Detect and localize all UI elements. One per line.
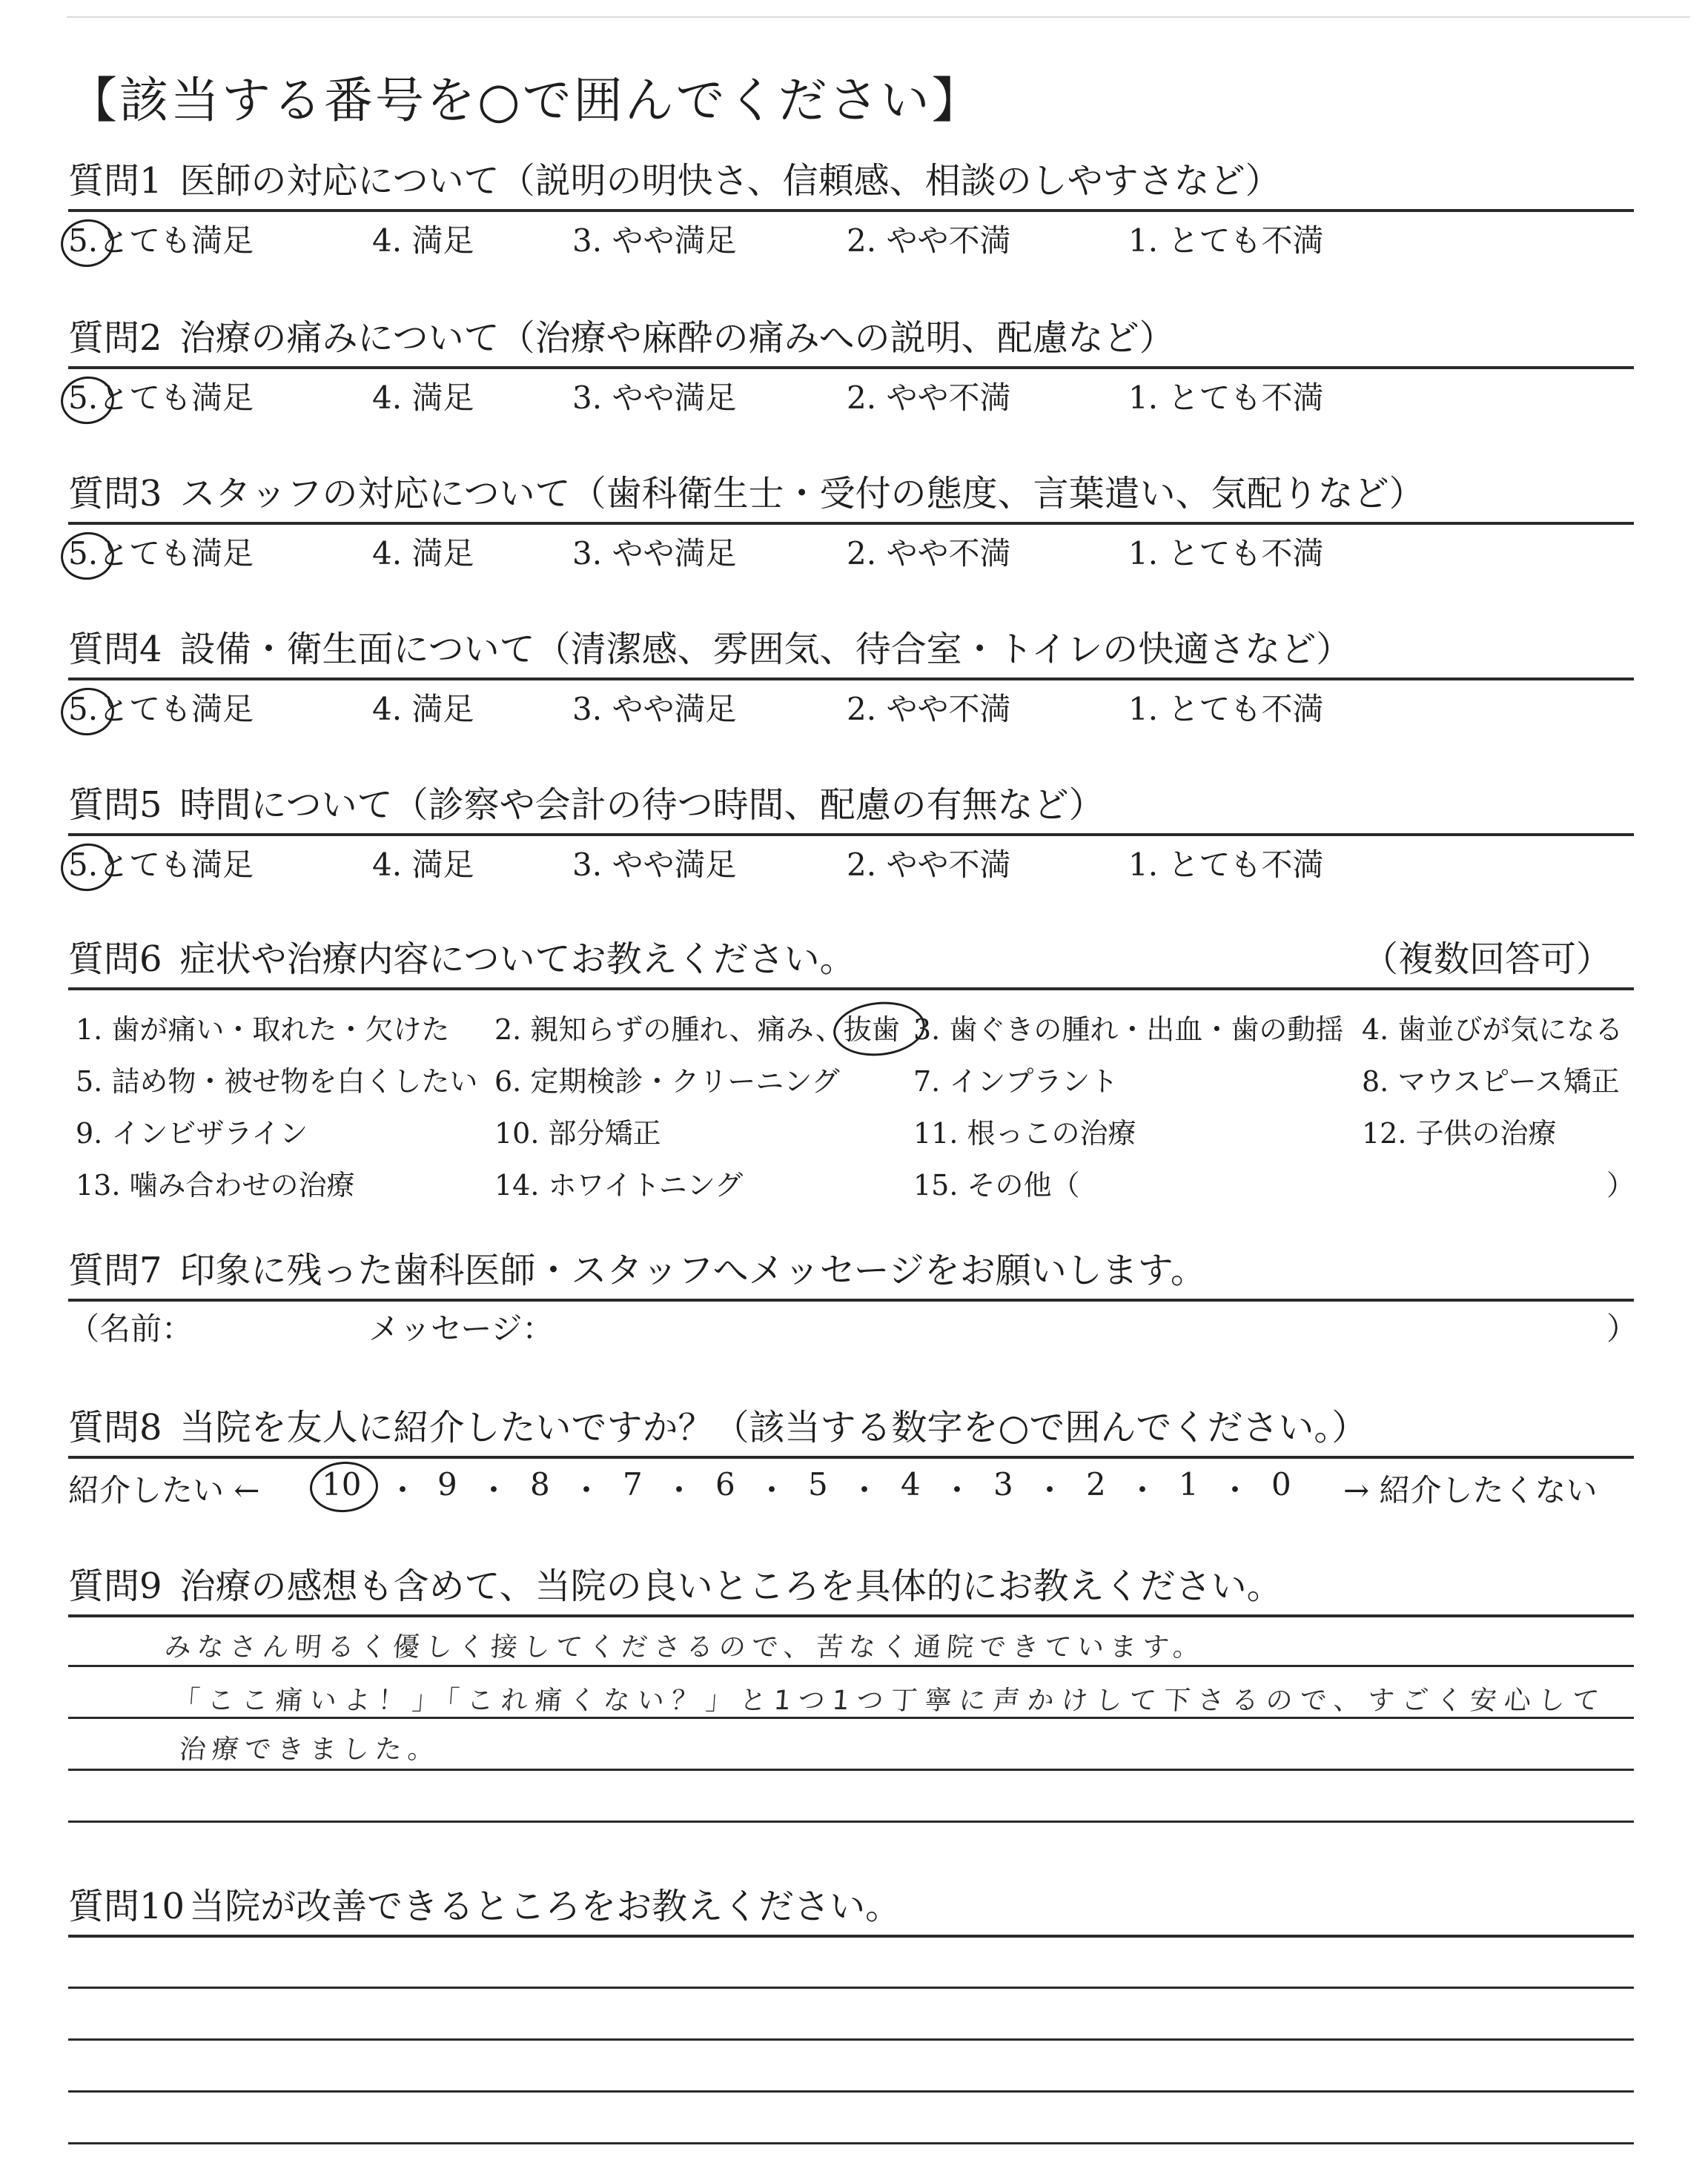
question-number: 質問10 xyxy=(68,1886,185,1927)
handwritten-answer-line-1: みなさん明るく優しく接してくださるので、苦なく通院できています。 xyxy=(163,1632,1207,1663)
scale-1[interactable]: 1 xyxy=(1179,1466,1199,1503)
symptom-option-15[interactable]: 15. その他（ xyxy=(913,1169,1080,1202)
rating-options xyxy=(68,525,1634,572)
scale-dot: ・ xyxy=(571,1472,603,1508)
scale-dot: ・ xyxy=(478,1472,510,1508)
scale-3[interactable]: 3 xyxy=(993,1466,1013,1503)
top-scan-edge xyxy=(67,16,1690,18)
scale-dot: ・ xyxy=(1127,1472,1159,1508)
option-2[interactable]: 2. やや不満 xyxy=(847,222,1011,259)
option-4[interactable]: 4. 満足 xyxy=(372,535,474,572)
rating-options xyxy=(68,836,1634,884)
close-paren: ） xyxy=(1606,1311,1638,1347)
answer-area[interactable] xyxy=(68,1938,1634,2160)
symptom-option-7[interactable]: 7. インプラント xyxy=(913,1065,1119,1098)
question-number: 質問6 xyxy=(68,938,162,980)
question-10 xyxy=(68,1883,1634,2160)
option-4[interactable]: 4. 満足 xyxy=(372,847,474,883)
symptom-options xyxy=(68,990,1634,1205)
symptom-option-4[interactable]: 4. 歯並びが気になる xyxy=(1362,1013,1623,1046)
question-number: 質問2 xyxy=(68,317,162,359)
rating-options xyxy=(68,369,1634,417)
scale-2[interactable]: 2 xyxy=(1086,1466,1106,1503)
circle-mark: 5. xyxy=(68,222,99,259)
option-2[interactable]: 2. やや不満 xyxy=(847,535,1011,572)
scale-10[interactable]: 10 xyxy=(322,1466,362,1503)
question-number: 質問8 xyxy=(68,1407,162,1448)
symptom-option-13[interactable]: 13. 噛み合わせの治療 xyxy=(76,1169,355,1202)
symptom-option-11[interactable]: 11. 根っこの治療 xyxy=(913,1117,1136,1150)
handwritten-answer-line-2: 「ここ痛いよ！」「これ痛くない？」と1つ1つ丁寧に声かけして下さるので、すごく安心して xyxy=(172,1686,1608,1716)
question-number: 質問5 xyxy=(68,784,162,826)
question-5 xyxy=(68,781,1634,884)
option-4[interactable]: 4. 満足 xyxy=(372,380,474,416)
question-3 xyxy=(68,470,1634,572)
question-text: 印象に残った歯科医師・スタッフへメッセージをお願いします。 xyxy=(179,1250,1206,1291)
option-1[interactable]: 1. とても不満 xyxy=(1128,380,1324,416)
option-1[interactable]: 1. とても不満 xyxy=(1128,535,1324,572)
rating-options xyxy=(68,680,1634,728)
scale-9[interactable]: 9 xyxy=(437,1466,457,1503)
question-number: 質問9 xyxy=(68,1566,162,1607)
symptom-option-8[interactable]: 8. マウスピース矯正 xyxy=(1362,1065,1620,1098)
question-2 xyxy=(68,314,1634,417)
question-4 xyxy=(68,626,1634,728)
option-3[interactable]: 3. やや満足 xyxy=(572,535,737,572)
option-3[interactable]: 3. やや満足 xyxy=(572,691,737,727)
option-1[interactable]: 1. とても不満 xyxy=(1128,847,1324,883)
question-9 xyxy=(68,1563,1634,1929)
symptom-option-5[interactable]: 5. 詰め物・被せ物を白くしたい xyxy=(76,1065,478,1098)
scale-dot: ・ xyxy=(1219,1472,1251,1508)
form-title: 【該当する番号を○で囲んでください】 xyxy=(68,72,983,129)
question-6 xyxy=(68,935,1634,1205)
question-8 xyxy=(68,1404,1634,1511)
scale-dot: ・ xyxy=(663,1472,695,1508)
option-5[interactable]: 5.とても満足 xyxy=(68,535,254,572)
option-5[interactable]: 5.とても満足 xyxy=(68,691,254,727)
question-number: 質問3 xyxy=(68,473,162,514)
message-label[interactable]: メッセージ： xyxy=(368,1311,554,1347)
option-2[interactable]: 2. やや不満 xyxy=(847,691,1011,727)
scale-dot: ・ xyxy=(387,1472,419,1508)
scale-0[interactable]: 0 xyxy=(1271,1466,1291,1503)
scale-dot: ・ xyxy=(941,1472,973,1508)
option-5[interactable]: 5.とても満足 xyxy=(68,380,254,416)
option-3[interactable]: 3. やや満足 xyxy=(572,222,737,259)
question-1 xyxy=(68,157,1634,259)
handwritten-answer-line-3: 治療できました。 xyxy=(178,1735,442,1765)
option-1[interactable]: 1. とても不満 xyxy=(1128,222,1324,259)
symptom-option-10[interactable]: 10. 部分矯正 xyxy=(494,1117,661,1150)
option-5[interactable]: 5.とても満足 xyxy=(68,222,254,259)
symptom-option-6[interactable]: 6. 定期検診・クリーニング xyxy=(494,1065,840,1098)
scale-7[interactable]: 7 xyxy=(623,1466,643,1503)
option-4[interactable]: 4. 満足 xyxy=(372,691,474,727)
question-text: 当院を友人に紹介したいですか？（該当する数字を○で囲んでください。） xyxy=(179,1407,1368,1448)
question-number: 質問4 xyxy=(68,629,162,670)
circled-answer: 抜歯 xyxy=(844,1007,900,1047)
question-text: 医師の対応について（説明の明快さ、信頼感、相談のしやすさなど） xyxy=(179,160,1281,202)
circle-mark: 5. xyxy=(68,691,99,727)
symptom-option-3[interactable]: 3. 歯ぐきの腫れ・出血・歯の動揺 xyxy=(913,1013,1344,1046)
scale-left-label: 紹介したい ← xyxy=(68,1472,260,1508)
circle-mark: 5. xyxy=(68,380,99,416)
name-label: （名前： xyxy=(68,1311,193,1347)
symptom-option-2[interactable]: 2. 親知らずの腫れ、痛み、抜歯 xyxy=(494,1007,900,1047)
rating-options xyxy=(68,212,1634,259)
symptom-option-12[interactable]: 12. 子供の治療 xyxy=(1362,1117,1557,1150)
circle-mark: 5. xyxy=(68,847,99,883)
option-2[interactable]: 2. やや不満 xyxy=(847,380,1011,416)
scale-6[interactable]: 6 xyxy=(715,1466,735,1503)
circle-mark: 5. xyxy=(68,535,99,572)
symptom-option-14[interactable]: 14. ホワイトニング xyxy=(494,1169,744,1202)
symptom-option-1[interactable]: 1. 歯が痛い・取れた・欠けた xyxy=(76,1013,450,1046)
scale-right-label: → 紹介したくない xyxy=(1343,1472,1598,1508)
question-text: 時間について（診察や会計の待つ時間、配慮の有無など） xyxy=(179,784,1105,826)
option-1[interactable]: 1. とても不満 xyxy=(1128,691,1324,727)
question-text: 症状や治療内容についてお教えください。 xyxy=(179,938,855,980)
option-3[interactable]: 3. やや満足 xyxy=(572,847,737,883)
scale-dot: ・ xyxy=(1034,1472,1066,1508)
answer-area[interactable] xyxy=(68,1617,1634,1929)
option-4[interactable]: 4. 満足 xyxy=(372,222,474,259)
question-7 xyxy=(68,1247,1638,1348)
question-text: 当院が改善できるところをお教えください。 xyxy=(189,1886,901,1927)
scale-8[interactable]: 8 xyxy=(530,1466,550,1503)
recommend-scale xyxy=(68,1459,1634,1511)
option-2[interactable]: 2. やや不満 xyxy=(847,847,1011,883)
other-close-paren: ） xyxy=(1606,1169,1635,1202)
multiple-answer-note: （複数回答可） xyxy=(1362,938,1612,980)
question-text: 治療の感想も含めて、当院の良いところを具体的にお教えください。 xyxy=(179,1566,1282,1607)
question-text: 設備・衛生面について（清潔感、雰囲気、待合室・トイレの快適さなど） xyxy=(179,629,1352,670)
option-5[interactable]: 5.とても満足 xyxy=(68,847,254,883)
scale-4[interactable]: 4 xyxy=(901,1466,921,1503)
scale-5[interactable]: 5 xyxy=(808,1466,828,1503)
symptom-option-9[interactable]: 9. インビザライン xyxy=(76,1117,308,1150)
question-text: スタッフの対応について（歯科衛生士・受付の態度、言葉遣い、気配りなど） xyxy=(179,473,1425,514)
scale-dot: ・ xyxy=(849,1472,881,1508)
option-3[interactable]: 3. やや満足 xyxy=(572,380,737,416)
question-number: 質問7 xyxy=(68,1250,162,1291)
question-text: 治療の痛みについて（治療や麻酔の痛みへの説明、配慮など） xyxy=(179,317,1175,359)
message-fields xyxy=(68,1302,1638,1348)
scale-dot: ・ xyxy=(756,1472,788,1508)
question-number: 質問1 xyxy=(68,160,162,202)
